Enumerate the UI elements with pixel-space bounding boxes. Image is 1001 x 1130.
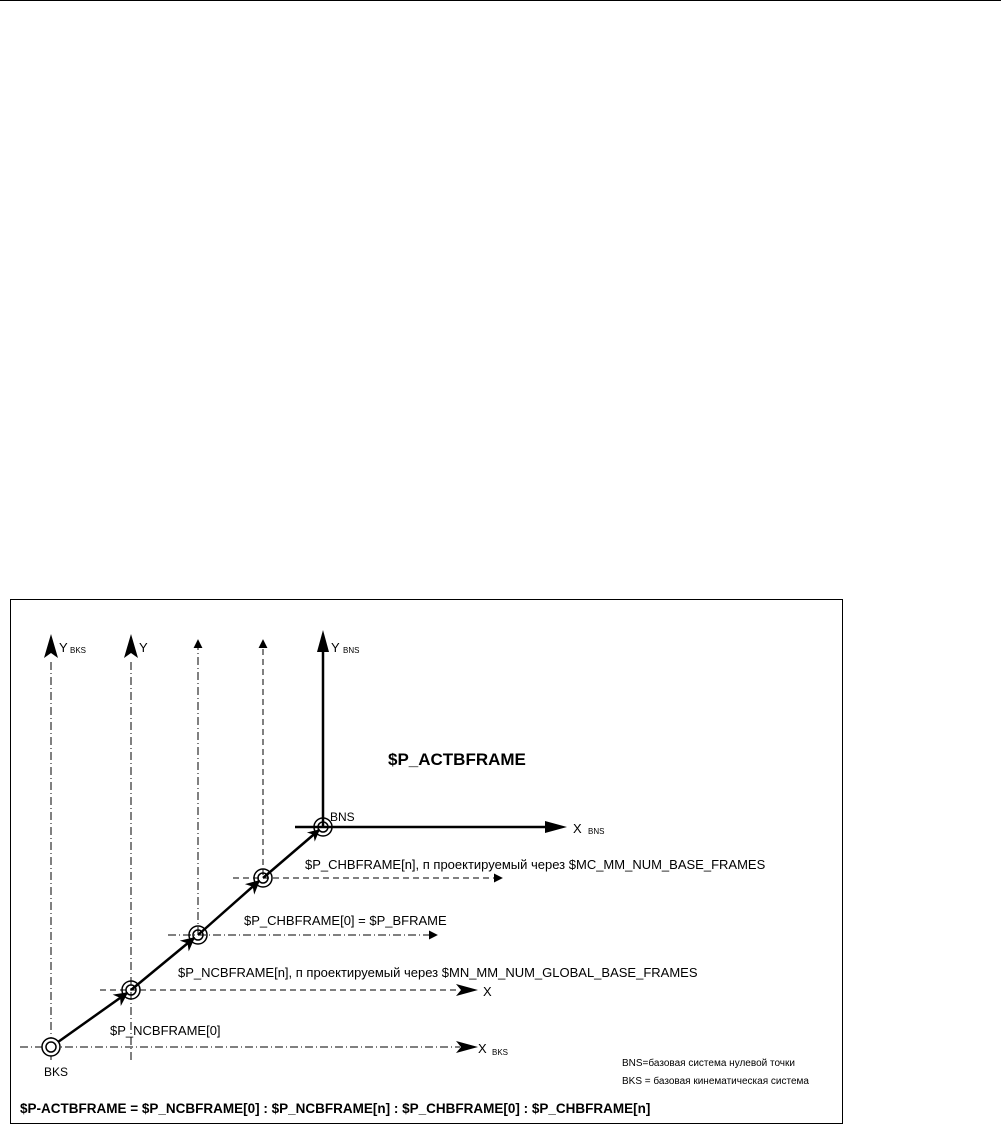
x-bns-sub: BNS: [588, 827, 605, 836]
bns-point-label: BNS: [330, 810, 355, 824]
y-bns-label: Y: [331, 640, 340, 655]
x-bks-label: X: [478, 1041, 487, 1056]
chbframe-n-label: $P_CHBFRAME[n], п проектируемый через $MC_MM_NUM_BASE_FRAMES: [305, 857, 766, 872]
formula: $P-ACTBFRAME = $P_NCBFRAME[0] : $P_NCBFRAME[n] : $P_CHBFRAME[0] : $P_CHBFRAME[n]: [20, 1101, 651, 1116]
vector-ncbframe-0: [51, 993, 127, 1047]
x-bns-label: X: [573, 821, 582, 836]
y-bns-sub: BNS: [343, 646, 360, 655]
chbframe-0-label: $P_CHBFRAME[0] = $P_BFRAME: [244, 913, 447, 928]
y-arrowhead: [124, 634, 138, 658]
legend-bks: BKS = базовая кинематическая система: [622, 1076, 809, 1087]
y-bks-arrowhead: [44, 634, 58, 658]
y-bks-label: Y: [59, 640, 68, 655]
bks-point-label: BKS: [44, 1065, 69, 1079]
actbframe-heading: $P_ACTBFRAME: [388, 750, 526, 769]
x-bks-sub: BKS: [492, 1048, 509, 1057]
ncbframe-n-label: $P_NCBFRAME[n], п проектируемый через $MN_MM_NUM_GLOBAL_BASE_FRAMES: [178, 965, 698, 980]
y-bns-arrowhead: [317, 630, 329, 652]
x-label: X: [483, 984, 492, 999]
legend-bns: BNS=базовая система нулевой точки: [622, 1058, 795, 1069]
y-label: Y: [139, 640, 148, 655]
x-bns-arrowhead: [545, 821, 567, 833]
x-arrowhead: [456, 984, 478, 996]
vector-ncbframe-n: [131, 938, 194, 990]
ncbframe-0-label: $P_NCBFRAME[0]: [110, 1023, 221, 1038]
y-bks-sub: BKS: [70, 646, 87, 655]
origin-bks: [42, 1038, 60, 1056]
